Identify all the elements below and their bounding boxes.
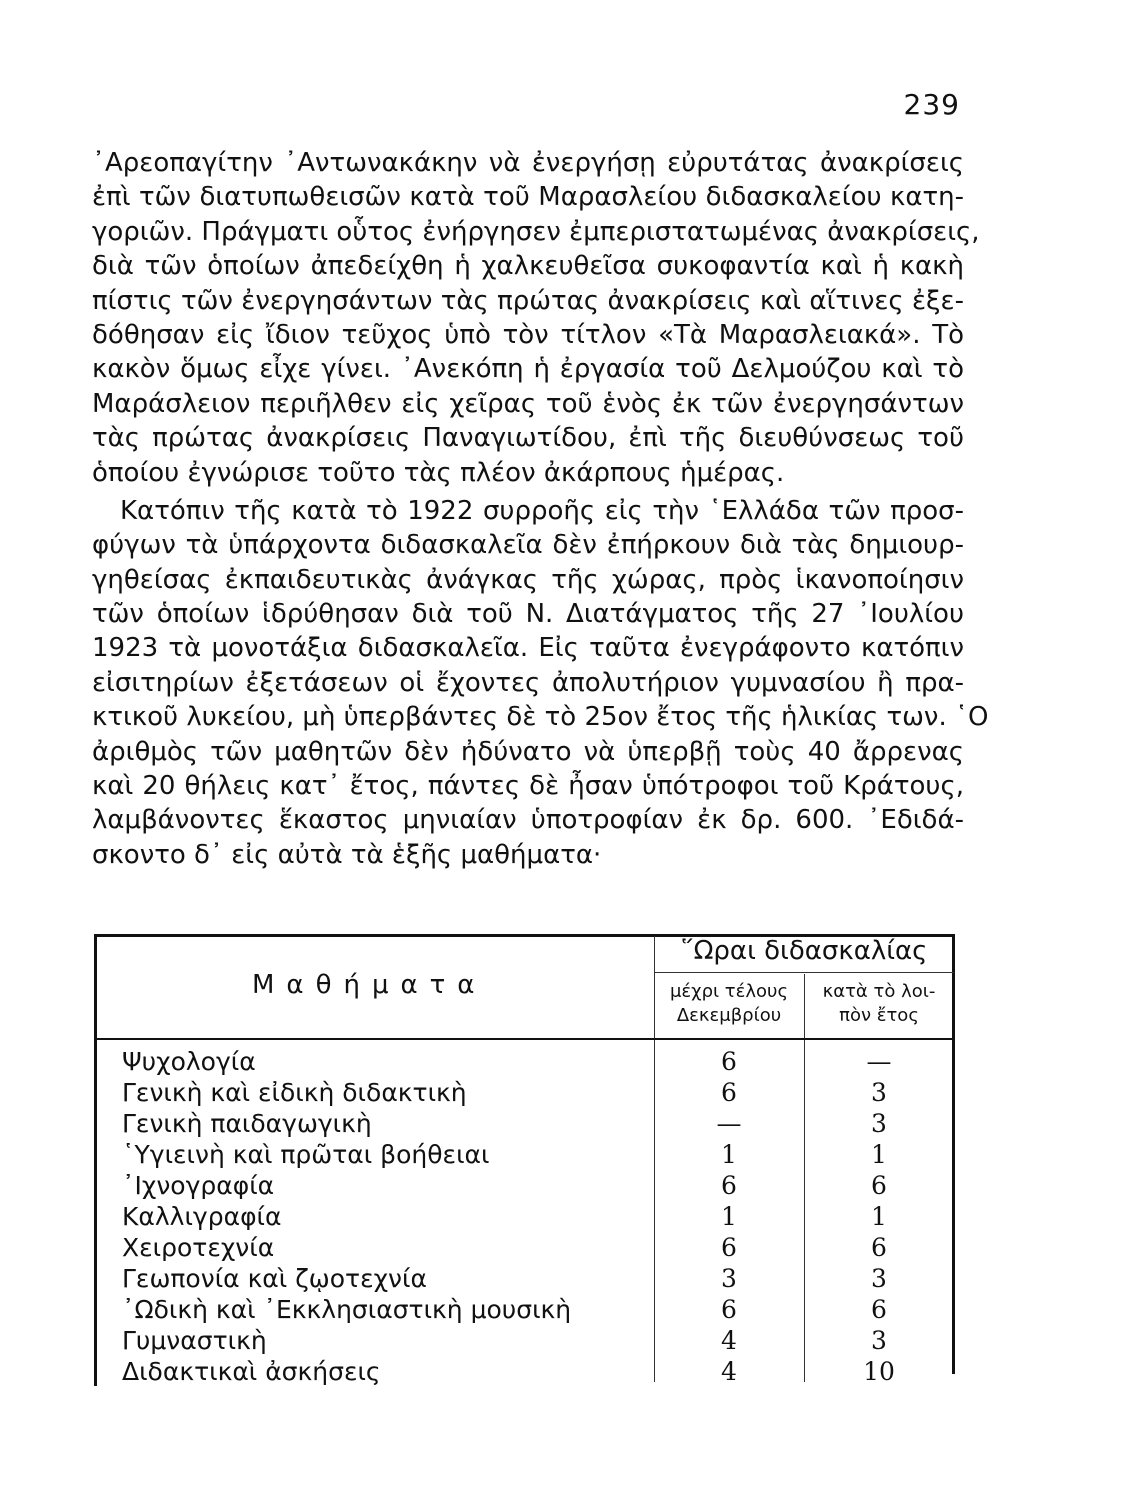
header-line: κατὰ τὸ λοι- xyxy=(822,981,936,1002)
subject-cell: Γενικὴ καὶ εἰδικὴ διδακτικὴ xyxy=(122,1078,467,1107)
page-number: 239 xyxy=(903,88,960,121)
table-row xyxy=(92,1325,958,1356)
hours-rest-of-year-cell: 6 xyxy=(871,1233,887,1262)
subject-cell: Γενικὴ παιδαγωγικὴ xyxy=(122,1109,372,1138)
hours-rest-of-year-cell: 10 xyxy=(863,1357,895,1386)
text-line: ὁποίου ἐγνώρισε τοῦτο τὰς πλέον ἀκάρπους ἡμέρας. xyxy=(92,457,785,488)
body-text xyxy=(92,146,989,872)
table-body xyxy=(92,1046,958,1387)
header-teaching-hours: ῞Ωραι διδασκαλίας xyxy=(680,936,928,966)
table-row xyxy=(92,1108,958,1139)
hours-rest-of-year-cell: 3 xyxy=(871,1264,887,1293)
text-line: τῶν ὁποίων ἱδρύθησαν διὰ τοῦ Ν. Διατάγματος τῆς 27 ᾿Ιουλίου xyxy=(92,599,964,630)
hours-rest-of-year-cell: 3 xyxy=(871,1109,887,1138)
table-row xyxy=(92,1077,958,1108)
hours-until-december-cell: 6 xyxy=(721,1171,737,1200)
subject-cell: ᾿Ωδικὴ καὶ ᾿Εκκλησιαστικὴ μουσικὴ xyxy=(122,1295,572,1324)
text-line: 1923 τὰ μονοτάξια διδασκαλεῖα. Εἰς ταῦτα ἐνεγράφοντο κατόπιν xyxy=(92,633,964,664)
hours-until-december-cell: 6 xyxy=(721,1047,737,1076)
table-row xyxy=(92,1356,958,1387)
hours-rest-of-year-cell: 6 xyxy=(871,1171,887,1200)
hours-until-december-cell: 6 xyxy=(721,1078,737,1107)
hours-until-december-cell: 4 xyxy=(721,1357,737,1386)
table-header-rule xyxy=(96,1038,954,1040)
subject-cell: ῾Υγιεινὴ καὶ πρῶται βοήθειαι xyxy=(122,1140,490,1169)
schedule-table xyxy=(92,930,958,1390)
subject-cell: Χειροτεχνία xyxy=(122,1233,275,1262)
hours-rest-of-year-cell: 6 xyxy=(871,1295,887,1324)
hours-rest-of-year-cell: 3 xyxy=(871,1326,887,1355)
hours-until-december-cell: 1 xyxy=(721,1202,737,1231)
hours-until-december-cell: 6 xyxy=(721,1233,737,1262)
subject-cell: Ψυχολογία xyxy=(122,1047,256,1076)
hours-rest-of-year-cell: 3 xyxy=(871,1078,887,1107)
text-line: ᾿Αρεοπαγίτην ᾿Αντωνακάκην νὰ ἐνεργήσῃ εὐρυτάτας ἀνακρίσεις xyxy=(92,148,964,178)
header-line: πὸν ἔτος xyxy=(839,1005,919,1026)
header-line: μέχρι τέλους xyxy=(669,981,789,1002)
hours-rest-of-year-cell: 1 xyxy=(871,1140,887,1169)
text-line: εἰσιτηρίων ἐξετάσεων οἱ ἔχοντες ἀπολυτήριον γυμνασίου ἢ πρα- xyxy=(92,667,964,698)
text-line: ἐπὶ τῶν διατυπωθεισῶν κατὰ τοῦ Μαρασλείου διδασκαλείου κατη- xyxy=(92,182,964,213)
text-line: λαμβάνοντες ἕκαστος μηνιαίαν ὑποτροφίαν ἐκ δρ. 600. ᾿Εδιδά- xyxy=(92,805,964,836)
hours-until-december-cell: 6 xyxy=(721,1295,737,1324)
text-line: ἀριθμὸς τῶν μαθητῶν δὲν ἠδύνατο νὰ ὑπερβῇ τοὺς 40 ἄρρενας xyxy=(92,736,964,767)
text-line: φύγων τὰ ὑπάρχοντα διδασκαλεῖα δὲν ἐπήρκουν διὰ τὰς δημιουρ- xyxy=(92,530,964,561)
table-row xyxy=(92,1046,958,1077)
subject-cell: ᾿Ιχνογραφία xyxy=(122,1171,275,1200)
header-line: Δεκεμβρίου xyxy=(676,1005,782,1026)
text-line: καὶ 20 θήλεις κατ᾿ ἔτος, πάντες δὲ ἦσαν ὑπότροφοι τοῦ Κράτους, xyxy=(92,771,964,802)
table-row xyxy=(92,1170,958,1201)
text-line: πίστις τῶν ἐνεργησάντων τὰς πρώτας ἀνακρίσεις καὶ αἵτινες ἐξε- xyxy=(92,285,964,316)
header-until-december xyxy=(654,980,804,1028)
hours-until-december-cell: 1 xyxy=(721,1140,737,1169)
subject-cell: Γυμναστικὴ xyxy=(122,1326,267,1355)
text-line: γοριῶν. Πράγματι οὗτος ἐνήργησεν ἐμπεριστατωμένας ἀνακρίσεις, xyxy=(92,216,980,247)
table-row xyxy=(92,1263,958,1294)
hours-until-december-cell: 4 xyxy=(721,1326,737,1355)
hours-rest-of-year-cell: 1 xyxy=(871,1202,887,1231)
hours-until-december-cell: 3 xyxy=(721,1264,737,1293)
text-line: δόθησαν εἰς ἴδιον τεῦχος ὑπὸ τὸν τίτλον «Τὰ Μαρασλειακά». Τὸ xyxy=(92,319,964,350)
text-line: κτικοῦ λυκείου, μὴ ὑπερβάντες δὲ τὸ 25ον ἔτος τῆς ἡλικίας των. ῾Ο xyxy=(92,702,989,733)
text-line: Μαράσλειον περιῆλθεν εἰς χεῖρας τοῦ ἑνὸς ἐκ τῶν ἐνεργησάντων xyxy=(92,388,964,419)
subject-cell: Γεωπονία καὶ ζῳοτεχνία xyxy=(122,1264,427,1293)
text-line: διὰ τῶν ὁποίων ἀπεδείχθη ἡ χαλκευθεῖσα συκοφαντία καὶ ἡ κακὴ xyxy=(92,251,964,282)
text-line: κακὸν ὅμως εἶχε γίνει. ᾿Ανεκόπη ἡ ἐργασία τοῦ Δελμούζου καὶ τὸ xyxy=(92,354,964,385)
text-line: τὰς πρώτας ἀνακρίσεις Παναγιωτίδου, ἐπὶ τῆς διευθύνσεως τοῦ xyxy=(92,423,964,454)
subject-cell: Διδακτικαὶ ἀσκήσεις xyxy=(122,1357,381,1386)
header-rest-of-year xyxy=(804,980,954,1028)
hours-rest-of-year-cell: — xyxy=(866,1047,892,1076)
text-line: σκοντο δ᾿ εἰς αὐτὰ τὰ ἑξῆς μαθήματα· xyxy=(92,839,602,870)
table-row xyxy=(92,1139,958,1170)
subject-cell: Καλλιγραφία xyxy=(122,1202,282,1231)
table-row xyxy=(92,1294,958,1325)
table-subheader-rule xyxy=(654,972,954,973)
table-row xyxy=(92,1232,958,1263)
table-row xyxy=(92,1201,958,1232)
text-line: Κατόπιν τῆς κατὰ τὸ 1922 συρροῆς εἰς τὴν ῾Ελλάδα τῶν προσ- xyxy=(120,495,964,526)
text-line: γηθείσας ἐκπαιδευτικὰς ἀνάγκας τῆς χώρας, πρὸς ἱκανοποίησιν xyxy=(92,564,964,595)
header-subjects: Μαθήματα xyxy=(252,970,487,1000)
hours-until-december-cell: — xyxy=(716,1109,742,1138)
